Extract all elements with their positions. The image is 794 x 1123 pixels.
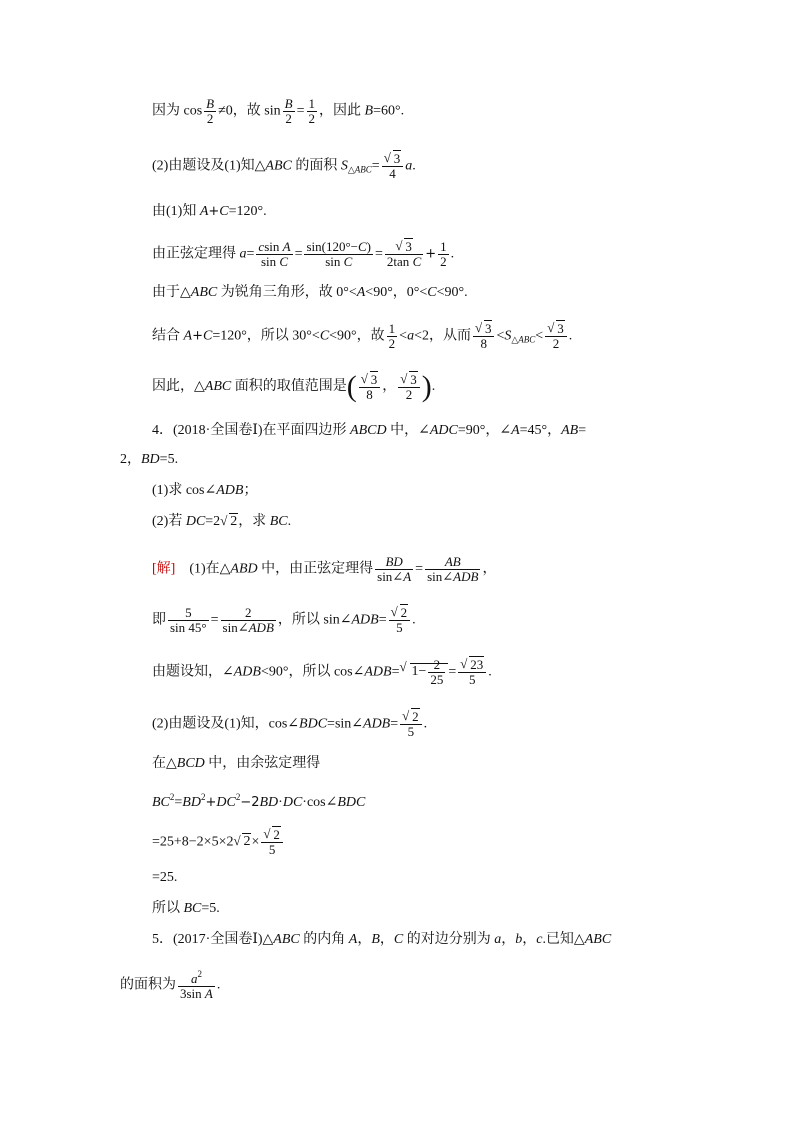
fraction: √ $\frac{3}{4}$ (382, 152, 404, 180)
text-line: 2，BD=5. (120, 452, 179, 467)
fraction: √ $\frac{2}{5}$ (261, 828, 283, 856)
text-line: [解] (1)在△ABD 中，由正弦定理得 $\frac{BD}{\sin\angle A}$ = $\frac{AB}{\text{sin∠ADB}}$ ， (152, 554, 497, 584)
text-line: 因此，△ABC 面积的取值范围是( √ $\frac{3}{8}$ ， √ $\frac{3}{2}$ ). (152, 372, 435, 402)
fraction: $\frac{B}{2}$ (284, 96, 293, 126)
text-line: $BC^2=BD^2+DC^2-2BD\cdot DC\cdot\cos\angle BDC$ (152, 792, 366, 810)
fraction: $\frac{1}{2}$ (388, 321, 396, 351)
fraction: $\frac{B}{2}$ (206, 96, 215, 126)
fraction: $\frac{1}{2}$ (308, 96, 316, 126)
fraction: √ $\frac{2}{5}$ (389, 606, 411, 634)
fraction: √ $\frac{3}{\text{2tan C}}$ (385, 240, 423, 268)
fraction: √ $\frac{2}{5}$ (400, 710, 422, 738)
fraction: √ $\frac{3}{8}$ (359, 373, 381, 401)
solution-marker: [解] (152, 561, 176, 577)
fraction: $\frac{BD}{\sin\angle A}$ (377, 554, 412, 584)
text-line: 结合 A+C=120°，所以 30°<C<90°，故 $\frac{1}{2}$ <a<2，从而 √ $\frac{3}{8}$ $<S_{\triangle ABC}<$ √ $\frac{3}{2}$ . (152, 322, 572, 350)
text-line: 即 $\frac{5}{\sin 45^\circ}$ = $\frac{2}{\text{sin∠ADB}}$ ，所以 sin∠ADB= √ $\frac{2}{5}$ . (152, 606, 416, 634)
text-line: (2)若 DC=2√ 2，求 BC. (152, 512, 291, 532)
text-line: 由(1)知 A+C=120°. (152, 204, 267, 219)
fraction: √ $\frac{3}{8}$ (473, 322, 495, 350)
fraction: √ $\frac{3}{2}$ (398, 373, 420, 401)
text-line: (1)求 cos∠ADB； (152, 483, 258, 498)
text-line: 在△BCD 中，由余弦定理得 (152, 756, 321, 771)
text-line: (2)由题设及(1)知△ABC 的面积 $S_{\triangle ABC}=$ √ $\frac{3}{4}$ a. (152, 152, 416, 180)
fraction: $\frac{\sin(120^\circ-C)}{\text{sin C}}$ (306, 239, 372, 269)
text-line: 4．(2018·全国卷Ⅰ)在平面四边形 ABCD 中，∠ADC=90°，∠A=45°，AB= (152, 423, 587, 438)
text-line: 的面积为 $\frac{a^2}{\text{3sin A}}$ . (120, 969, 221, 1001)
text-line: 由正弦定理得 a= $\frac{\text{csin A}}{\text{sin C}}$ = $\frac{\sin(120^\circ-C)}{\text{sin C}}$ = √ $\frac{3}{\text{2tan C}}$ + $\frac{1}{2}$ . (152, 240, 454, 268)
text-line: =25. (152, 870, 178, 885)
fraction: $\frac{\text{csin A}}{\text{sin C}}$ (258, 239, 291, 269)
text-line: 5．(2017·全国卷Ⅰ)△ABC 的内角 A，B，C 的对边分别为 a，b，c.已知△ABC (152, 932, 612, 947)
fraction: √ $\frac{3}{2}$ (545, 322, 567, 350)
text-line: 由于△ABC 为锐角三角形，故 0°<A<90°，0°<C<90°. (152, 285, 468, 300)
text-line: 由题设知，∠ADB<90°，所以 cos∠ADB=√ 1− $\frac{2}{25}$ = √ $\frac{23}{5}$ . (152, 658, 492, 686)
text-line: 因为 cos $\frac{B}{2}$ ≠0，故 sin $\frac{B}{2}$ = $\frac{1}{2}$ ，因此 B=60°. (152, 96, 405, 126)
fraction: √ $\frac{23}{5}$ (458, 658, 486, 686)
fraction: $\frac{AB}{\text{sin∠ADB}}$ (427, 554, 479, 584)
fraction: $\frac{a^2}{\text{3sin A}}$ (180, 969, 213, 1001)
fraction: $\frac{2}{25}$ (430, 657, 444, 687)
text-line: 所以 BC=5. (152, 901, 220, 916)
text-line: =25+8−2×5×2√ 2× √ $\frac{2}{5}$ (152, 828, 285, 856)
text-line: (2)由题设及(1)知，cos∠BDC=sin∠ADB= √ $\frac{2}{5}$ . (152, 710, 427, 738)
fraction: $\frac{2}{\text{sin∠ADB}}$ (222, 605, 274, 635)
fraction: $\frac{5}{\sin 45^\circ}$ (170, 605, 207, 635)
fraction: $\frac{1}{2}$ (440, 239, 447, 269)
